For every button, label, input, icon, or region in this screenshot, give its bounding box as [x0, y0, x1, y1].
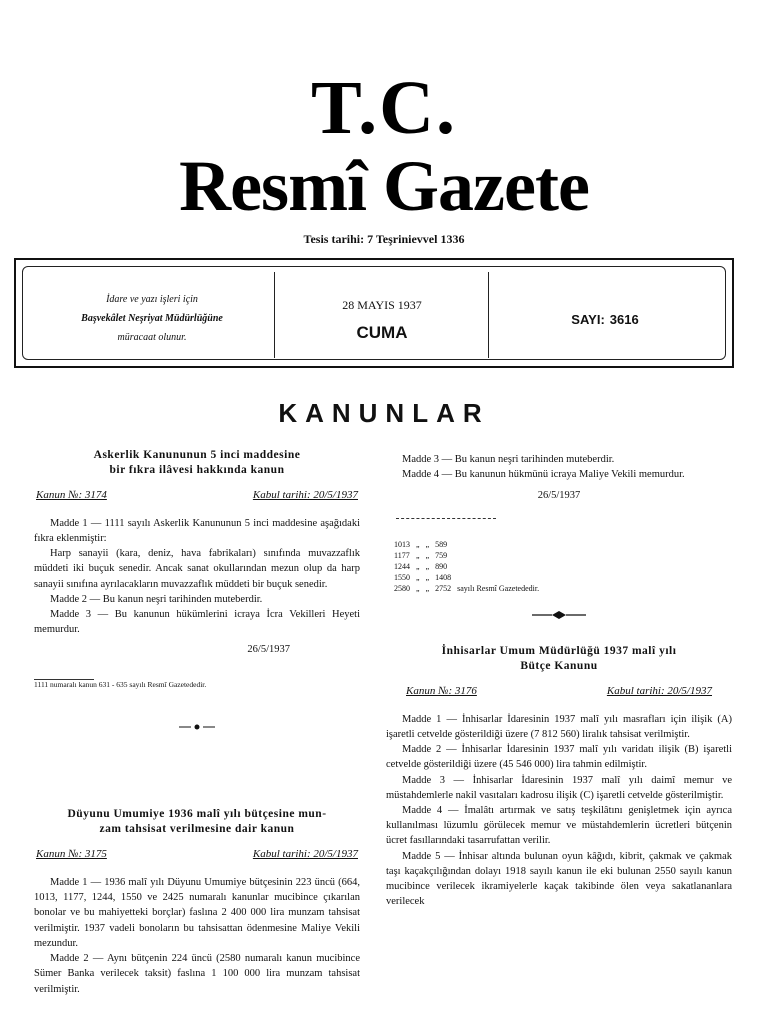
reference-row [394, 561, 545, 572]
reference-ditto: „ [425, 550, 430, 560]
reference-suffix: sayılı Resmî Gazetededir. [457, 584, 540, 594]
law-title-line: Düyunu Umumiye 1936 malî yılı bütçesine mun- [67, 808, 327, 821]
law-paragraph: Madde 3 — Bu kanun neşri tarihinden muteberdir. [402, 454, 615, 465]
reference-row [394, 583, 545, 594]
law-3174 [34, 448, 360, 735]
reference-row [394, 572, 545, 583]
reference-ditto: „ [425, 562, 430, 572]
law-title [34, 448, 360, 478]
reference-ditto: „ [416, 550, 420, 560]
law-number: Kanun №: 3174 [36, 488, 107, 501]
reference-law: 2580 [394, 584, 410, 594]
ornament [34, 721, 360, 736]
law-title-line: Askerlik Kanununun 5 inci maddesine [93, 449, 301, 461]
law-accepted-date: Kabul tarihi: 20/5/1937 [606, 684, 712, 697]
law-paragraph: Madde 4 — İmalâtı artırmak ve satış teşkilâtını genişletmek için ayrıca kullanılması lüzumlu görülecek memur ve müstahdemlerin ücretleri bütçenin ücret fasıllarındaki tasarrufattan verilir. [386, 804, 732, 847]
law-paragraph: Madde 1 — 1111 sayılı Askerlik Kanununun 5 inci maddesine aşağıdaki fıkra eklenmiştir: [34, 517, 360, 545]
issue-number: 3616 [609, 312, 639, 327]
law-paragraph: Madde 2 — Bu kanun neşri tarihinden muteberdir. [50, 593, 263, 605]
law-title-line: zam tahsisat verilmesine dair kanun [99, 823, 295, 836]
law-3175-continued [386, 452, 732, 624]
reference-law: 1013 [394, 539, 410, 549]
law-accepted-date: Kabul tarihi: 20/5/1937 [252, 488, 358, 501]
founded-date: Tesis tarihi: 7 Teşrinievvel 1336 [303, 232, 465, 246]
law-accepted-date: Kabul tarihi: 20/5/1937 [252, 848, 358, 861]
reference-ditto: „ [416, 584, 420, 594]
law-paragraph: Madde 3 — İnhisarlar İdaresinin 1937 malî yılı daimî memur ve müstahdemlerle nakil vasıtaları kadrosu ilişik (C) işaretli cetvelde gösterilmiştir. [386, 774, 732, 801]
reference-law: 1244 [394, 562, 410, 572]
reference-ditto: „ [416, 573, 420, 583]
admin-line-1: İdare ve yazı işleri için [106, 294, 198, 305]
header-divider [274, 272, 275, 358]
law-title-line: İnhisarlar Umum Müdürlüğü 1937 malî yılı [441, 644, 677, 657]
section-heading: KANUNLAR [278, 398, 490, 428]
left-column [34, 448, 360, 997]
reference-gazette: 2752 [435, 584, 452, 594]
law-paragraph: Madde 1 — İnhisarlar İdaresinin 1937 malî yılı masrafları için ilişik (A) işaretli cetvelde gösterildiği üzere (7 812 560) liralık tahsisat verilmiştir. [386, 713, 732, 740]
reference-row [394, 550, 545, 561]
law-title-line: Bütçe Kanunu [520, 659, 598, 672]
reference-law: 1550 [394, 573, 410, 583]
reference-gazette: 589 [435, 539, 448, 549]
law-paragraph: Madde 3 — Bu kanunun hükümlerini icraya İcra Vekilleri Heyeti memurdur. [34, 609, 360, 636]
reference-suffix [457, 550, 545, 561]
reference-suffix [457, 561, 545, 572]
reference-ditto: „ [425, 584, 430, 594]
law-meta [36, 488, 358, 504]
reference-ditto: „ [425, 573, 430, 583]
law-paragraph: Madde 4 — Bu kanunun hükmünü icraya Maliye Vekili memurdur. [402, 469, 685, 481]
law-number: Kanun №: 3176 [406, 684, 477, 697]
law-paragraph: Madde 2 — İnhisarlar İdaresinin 1937 malî yılı varidatı ilişik (B) işaretli cetvelde gösterildiği üzere (45 546 000) lira tahmin edilmiştir. [386, 744, 732, 771]
law-date: 26/5/1937 [537, 490, 581, 502]
law-paragraph: Madde 2 — Aynı bütçenin 224 üncü (2580 numaralı kanun mucibince Sümer Banka verilecek taksit) faslına 1 100 000 lira munzam tahsisat verilmiştir. [34, 953, 360, 995]
issue-date: 28 MAYIS 1937 [342, 298, 422, 312]
footnote [34, 679, 360, 691]
issue-day: CUMA [356, 323, 408, 342]
issue-number-block [490, 312, 720, 327]
reference-ditto: „ [416, 539, 420, 549]
law-date: 26/5/1937 [247, 643, 290, 655]
law-number: Kanun №: 3175 [36, 848, 107, 861]
ornament [386, 609, 732, 624]
right-column [386, 452, 732, 909]
law-paragraph: Madde 5 — İnhisar altında bulunan oyun kâğıdı, kibrit, çakmak ve çakmak taşı kaçakçılığından dolayı 1918 sayılı kanun ile eki bulunan 2550 sayılı kanun mucibince verilecek ikramiyelerle kaçak takibinde ölen veya sakatlananlara verilecek [386, 850, 732, 908]
law-title [386, 644, 732, 674]
reference-table [394, 539, 545, 595]
admin-line-2: Başvekâlet Neşriyat Müdürlüğüne [81, 313, 223, 324]
reference-ditto: „ [416, 562, 420, 572]
reference-suffix [457, 572, 545, 583]
issue-label: SAYI: [571, 312, 605, 327]
header-box [14, 258, 734, 368]
reference-suffix [457, 539, 545, 550]
law-3176 [386, 644, 732, 910]
reference-gazette: 759 [435, 550, 448, 560]
reference-row [394, 539, 545, 550]
admin-notice [42, 290, 262, 347]
issue-date-block [276, 298, 488, 343]
reference-law: 1177 [394, 550, 410, 560]
law-meta [406, 684, 712, 700]
reference-gazette: 890 [435, 562, 448, 572]
reference-gazette: 1408 [435, 573, 452, 583]
admin-line-3: müracaat olunur. [117, 332, 187, 343]
law-title-line: bir fıkra ilâvesi hakkında kanun [109, 463, 285, 476]
reference-ditto: „ [425, 539, 430, 549]
law-3175 [34, 807, 360, 997]
masthead-tc: T.C. [311, 66, 457, 150]
reference-rule [396, 518, 496, 519]
law-paragraph: Madde 1 — 1936 malî yılı Düyunu Umumiye bütçesinin 223 üncü (664, 1013, 1177, 1244, 1550 ve 2425 numaralı kanunlar mucibince çıkarılan bonolar ve bu mahiyetteki borçlar) faslına 2 400 000 lira munzam tahsisat verilmiştir. 1937 vadeli bonoların bu tahsisattan ödenmesine Maliye Vekili mezundur. [34, 876, 360, 949]
masthead-title: Resmî Gazete [179, 146, 589, 226]
law-meta [36, 847, 358, 863]
law-title [34, 807, 360, 837]
header-divider [488, 272, 489, 358]
footnote-text: 1111 numaralı kanun 631 - 635 sayılı Resmî Gazetededir. [34, 679, 207, 689]
law-paragraph: Harp sanayii (kara, deniz, hava fabrikaları) sınıfında muvazzaflık müddeti iki buçuk senedir. Ancak sanat okullarından mezun olup da harp sanayii sınıfına ayrılacakların muvazzaflık müddeti bir buçuk senedir. [34, 548, 360, 590]
